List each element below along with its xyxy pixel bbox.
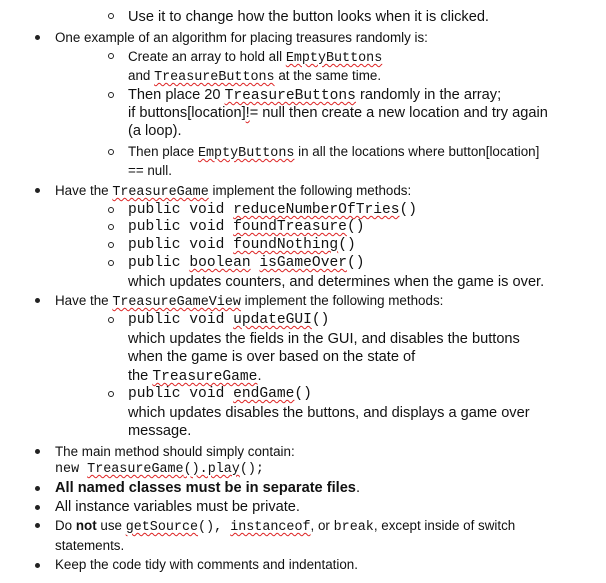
code: public void: [128, 202, 234, 218]
line: [55, 461, 264, 479]
line: [128, 104, 548, 122]
line: The main method should simply contain:: [55, 444, 295, 459]
sub-bullet: [108, 260, 114, 266]
code: TreasureGame: [87, 462, 184, 477]
text: , except inside of switch: [373, 518, 516, 533]
sub-bullet: [108, 207, 114, 213]
sub-bullet: [108, 391, 114, 397]
code: boolean: [189, 255, 251, 271]
line: [55, 292, 443, 312]
bullet: [35, 35, 40, 40]
code: public void: [128, 219, 234, 235]
sub-bullet: [108, 149, 114, 155]
text: and: [128, 68, 155, 83]
code: break: [333, 520, 374, 535]
code: (): [294, 386, 312, 402]
line: Keep the code tidy with comments and indentation.: [55, 557, 358, 572]
code: (): [346, 255, 365, 271]
code: getSource: [125, 520, 199, 535]
text: , or: [310, 518, 334, 533]
code: ().play: [183, 462, 240, 477]
bullet: [35, 449, 40, 454]
code: foundTreasure: [233, 219, 347, 235]
text: Have the: [55, 293, 113, 308]
line: [128, 236, 356, 254]
sub-bullet: [108, 224, 114, 230]
line: One example of an algorithm for placing treasures randomly is:: [55, 30, 428, 45]
text: !: [245, 105, 250, 121]
line: which updates the fields in the GUI, and disables the buttons: [128, 331, 520, 347]
code: (),: [198, 520, 231, 535]
code: (): [346, 219, 365, 235]
sub-bullet: [108, 317, 114, 323]
code: instanceof: [230, 520, 311, 535]
text: .: [257, 368, 262, 384]
code: EmptyButtons: [197, 146, 295, 161]
code: (): [338, 237, 356, 253]
text: Do: [55, 518, 76, 533]
line: [128, 201, 417, 219]
line: [128, 254, 364, 272]
text: Then place: [128, 144, 198, 159]
code: new: [55, 462, 88, 477]
bullet: [35, 505, 40, 510]
sub-bullet: [108, 242, 114, 248]
code: public void: [128, 237, 234, 253]
bold-text: All named classes must be in separate files: [55, 480, 356, 496]
line: statements.: [55, 538, 125, 553]
code: TreasureGame: [152, 369, 258, 385]
bold-text: not: [75, 518, 97, 533]
line: [128, 48, 382, 68]
code: TreasureButtons: [224, 88, 356, 104]
line: which updates disables the buttons, and displays a game over: [128, 405, 530, 421]
text: the: [128, 368, 153, 384]
bullet: [35, 523, 40, 528]
line: [128, 367, 262, 386]
text: randomly in the array;: [355, 87, 502, 103]
line: [128, 385, 312, 403]
line: [55, 517, 515, 537]
text: if buttons[location]: [128, 105, 246, 121]
line: [128, 143, 539, 163]
code: TreasureGameView: [112, 295, 241, 310]
text: use: [96, 518, 126, 533]
bullet: [35, 298, 40, 303]
text: Have the: [55, 183, 113, 198]
code: public void: [128, 386, 234, 402]
line: == null.: [128, 163, 172, 178]
line: which updates counters, and determines when the game is over.: [128, 274, 545, 290]
text: Then place 20: [128, 87, 225, 103]
code: isGameOver: [259, 255, 347, 271]
line: message.: [128, 423, 192, 439]
text: at the same time.: [274, 68, 382, 83]
line: when the game is over based on the state of: [128, 349, 416, 365]
bullet: [35, 563, 40, 568]
bullet: [35, 486, 40, 491]
text: .: [355, 480, 360, 496]
line: [128, 86, 501, 105]
text: implement the following methods:: [240, 293, 444, 308]
line: [55, 479, 360, 497]
code: (): [399, 202, 418, 218]
bullet: [35, 188, 40, 193]
code: public: [128, 255, 190, 271]
code: EmptyButtons: [285, 51, 383, 66]
code: ();: [239, 462, 264, 477]
line: [128, 67, 381, 87]
text: in all the locations where button[location]: [294, 144, 540, 159]
line: [128, 218, 364, 236]
code: (): [311, 312, 330, 328]
code: endGame: [233, 386, 295, 402]
line: Use it to change how the button looks when it is clicked.: [128, 9, 489, 25]
code: TreasureGame: [112, 185, 209, 200]
line: All instance variables must be private.: [55, 499, 300, 515]
text: Create an array to hold all: [128, 49, 286, 64]
code: reduceNumberOfTries: [233, 202, 400, 218]
text: implement the following methods:: [208, 183, 412, 198]
code: updateGUI: [233, 312, 312, 328]
sub-bullet: [108, 53, 114, 59]
line: [55, 182, 411, 202]
text: = null then create a new location and try again: [249, 105, 548, 121]
code: public void: [128, 312, 234, 328]
line: [128, 311, 329, 329]
code: TreasureButtons: [154, 70, 275, 85]
sub-bullet: [108, 13, 114, 19]
line: (a loop).: [128, 123, 182, 139]
code: foundNothing: [233, 237, 339, 253]
sub-bullet: [108, 92, 114, 98]
